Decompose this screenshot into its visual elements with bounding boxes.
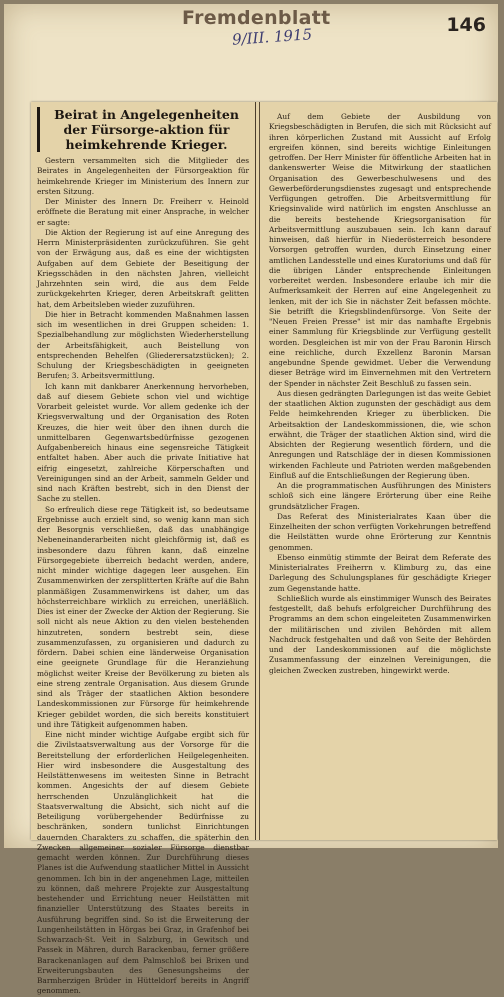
paragraph: Ich kann mit dankbarer Anerkennung hervorheben, daß auf diesem Gebiete schon viel und wichtige Vorarbeit geleistet wurde. Vor allem gedenke ich der Kriegsverwaltung und der Organisation des Roten Kreuzes, die hier weit über den ihnen durch die unmittelbaren Gegenwartsbedürfnisse gezogenen Aufgabenbereich hinaus eine segensreiche Tätigkeit entfaltet haben. Aber auch die private Initiative hat eifrig eingesetzt, zahlreiche Körperschaften und Vereinigungen sind an der Arbeit, sammeln Gelder und sind nach Kräften bestrebt, sich in den Dienst der Sache zu stellen. xyxy=(37,381,249,504)
paragraph: Eine nicht minder wichtige Aufgabe ergibt sich für die Zivilstaatsverwaltung aus der Vorsorge für die Bereitstellung der erforderlichen Heilgelegenheiten. Hier wird insbesondere die Ausgestaltung des Heilstättenwesens im weitesten Sinne in Betracht kommen. Angesichts der auf diesem Gebiete herrschenden Unzulänglichkeit hat die Staatsverwaltung die Absicht, sich nicht auf die Beteiligung vorübergehender Bedürfnisse zu beschränken, sondern tunlichst Einrichtungen dauernden Charakters zu schaffen, die späterhin den Zwecken allgemeiner sozialer Fürsorge dienstbar gemacht werden können. Zur Durchführung dieses Planes ist die Aufwendung staatlicher Mittel in Aussicht genommen. Ich bin in der angenehmen Lage, mitteilen zu können, daß mehrere Projekte zur Ausgestaltung bestehender und Errichtung neuer Heilstätten mit finanzieller Unterstützung des Staates bereits in Ausführung begriffen sind. So ist die Erweiterung der Lungenheilstätten in Hörgas bei Graz, in Grafenhof bei Schwarzach-St. Veit in Salzburg, in Gewitsch und Passek in Mähren, durch Barackenbau, ferner größere Barackenanlagen auf dem Palmschloß bei Brixen und Erweiterungsbauten des Genesungsheims der Barmherzigen Brüder in Hütteldorf bereits in Angriff genommen. xyxy=(37,730,249,996)
handwritten-date: 9/III. 1915 xyxy=(231,25,313,49)
column-divider xyxy=(259,102,260,840)
paragraph: So erfreulich diese rege Tätigkeit ist, so bedeutsame Ergebnisse auch erzielt sind, so wenig kann man sich der Besorgnis verschließen, daß das unabhängige Nebeneinanderarbeiten nicht gleichförmig ist, daß es insbesondere dazu führen kann, daß einzelne Fürsorgegebiete überreich bedacht werden, andere, nicht minder wichtige dagegen leer ausgehen. Ein Zusammenwirken der zersplitterten Kräfte auf die Bahn planmäßigen Zusammenwirkens ist daher, um das höchsterreichbare wirklich zu erreichen, unerläßlich. Dies ist einer der Zwecke der Aktion der Regierung. Sie soll nicht als neue Aktion zu den vielen bestehenden hinzutreten, sondern bestrebt sein, diese zusammenzufassen, zu organisieren und dadurch zu fördern. Dabei schien eine länderweise Organisation eine geeignete Grundlage für die Heranziehung möglichst weiter Kreise der Bevölkerung zu bieten als eine streng zentrale Organisation. Aus diesem Grunde sind als Träger der staatlichen Aktion besondere Landeskommissionen zur Fürsorge für heimkehrende Krieger gebildet worden, die sich bereits konstituiert und ihre Tätigkeit aufgenommen haben. xyxy=(37,504,249,729)
paragraph: Auf dem Gebiete der Ausbildung von Kriegsbeschädigten in Berufen, die sich mit Rücksicht auf ihren körperlichen Zustand mit Aussicht auf Erfolg ergreifen können, sind bereits wichtige Einleitungen getroffen. Der Herr Minister für öffentliche Arbeiten hat in dankenswerter Weise die Mitwirkung der staatlichen Organisation des Gewerbeschulwesens und des Gewerbeförderungsdienstes zugesagt und entsprechende Verfügungen getroffen. Die Arbeitsvermittlung für Kriegsinvalide wird natürlich im engsten Anschlusse an die bereits bestehende Kriegsorganisation für Arbeitsvermittlung auszubauen sein. Ich kann darauf hinweisen, daß hierfür in Niederösterreich besondere Vorsorgen getroffen wurden, durch Einsetzung einer amtlichen Landesstelle und eines Kuratoriums und daß für die übrigen Länder entsprechende Einleitungen vorbereitet werden. Insbesondere erlaube ich mir die Aufmerksamkeit der Herren auf eine Angelegenheit zu lenken, mit der ich Sie in nächster Zeit befassen möchte. Sie betrifft die Kriegsblindenfürsorge. Von Seite der "Neuen Freien Presse" ist mir das namhafte Ergebnis einer Sammlung für Kriegsblinde zur Verfügung gestellt worden. Desgleichen ist mir von der Frau Baronin Hirsch eine reichliche, durch Exzellenz Baronin Marsan angebundne Spende gewidmet. Ueber die Verwendung dieser Beträge wird im Einvernehmen mit den Vertretern der Spender in nächster Zeit Beschluß zu fassen sein. xyxy=(269,112,491,388)
paragraph: Die Aktion der Regierung ist auf eine Anregung des Herrn Ministerpräsidenten zurückzuführen. Sie geht von der Erwägung aus, daß es eine der wichtigsten Aufgaben auf dem Gebiete der Beseitigung der Kriegsschäden in den nächsten Jahren, vielleicht Jahrzehnten sein wird, die aus dem Felde zurückgekehrten Krieger, deren Arbeitskraft gelitten hat, dem Arbeitsleben wieder zuzuführen. xyxy=(37,227,249,309)
newspaper-clipping-sheet xyxy=(4,4,498,996)
paragraph: Aus diesen gedrängten Darlegungen ist das weite Gebiet der staatlichen Aktion zugunsten der geschädigt aus dem Felde heimkehrenden Krieger zu überblicken. Die Arbeitsaktion der Landeskommissionen, die, wie schon erwähnt, die Träger der staatlichen Aktion sind, wird die Absichten der Regierung wesentlich fördern, und die Anregungen und Ratschläge der in diesen Kommissionen wirkenden Fachleute und Patrioten werden maßgebenden Einfluß auf die Entschließungen der Regierung üben. xyxy=(269,388,491,480)
paragraph: An die programmatischen Ausführungen des Ministers schloß sich eine längere Erörterung über eine Reihe grundsätzlicher Fragen. xyxy=(269,481,491,511)
paragraph: Die hier in Betracht kommenden Maßnahmen lassen sich im wesentlichen in drei Gruppen scheiden: 1. Spezialbehandlung zur möglichsten Wiederherstellung der Arbeitsfähigkeit, auch Beistellung von entsprechenden Behelfen (Gliederersatzstücken); 2. Schulung der Kriegsbeschädigten in geeigneten Berufen; 3. Arbeitsvermittlung. xyxy=(37,309,249,381)
page-number: 146 xyxy=(446,14,486,36)
article-clipping xyxy=(31,102,497,996)
paragraph: Gestern versammelten sich die Mitglieder des Beirates in Angelegenheiten der Fürsorgeaktion für heimkehrende Krieger im Ministerium des Innern zur ersten Sitzung. xyxy=(37,156,249,196)
article-right-column xyxy=(263,107,497,840)
article-headline: Beirat in Angelegenheiten der Fürsorge-aktion für heimkehrende Krieger. xyxy=(37,107,249,152)
paragraph: Das Referat des Ministerialrates Kaan über die Einzelheiten der schon verfügten Vorkehrungen betreffend die Heilstätten wurde ohne Erörterung zur Kenntnis genommen. xyxy=(269,511,491,552)
article-left-column xyxy=(31,102,256,996)
masthead: Fremdenblatt xyxy=(182,7,331,29)
paragraph: Ebenso einmütig stimmte der Beirat dem Referate des Ministerialrates Freiherrn v. Klimburg zu, das eine Darlegung des Schulungsplanes für geschädigte Krieger zum Gegenstande hatte. xyxy=(269,552,491,593)
paragraph: Schließlich wurde als einstimmiger Wunsch des Beirates festgestellt, daß behufs erfolgreicher Durchführung des Programms an dem schon eingeleiteten Zusammenwirken der militärischen und zivilen Behörden mit allem Nachdruck festgehalten und daß von Seite der Behörden und der Landeskommissionen auf die möglichste Zusammenfassung der einzelnen Vereinigungen, die gleichen Zwecken zustreben, hingewirkt werde. xyxy=(269,593,491,675)
paragraph: Der Minister des Innern Dr. Freiherr v. Heinold eröffnete die Beratung mit einer Ansprache, in welcher er sagte: xyxy=(37,197,249,227)
